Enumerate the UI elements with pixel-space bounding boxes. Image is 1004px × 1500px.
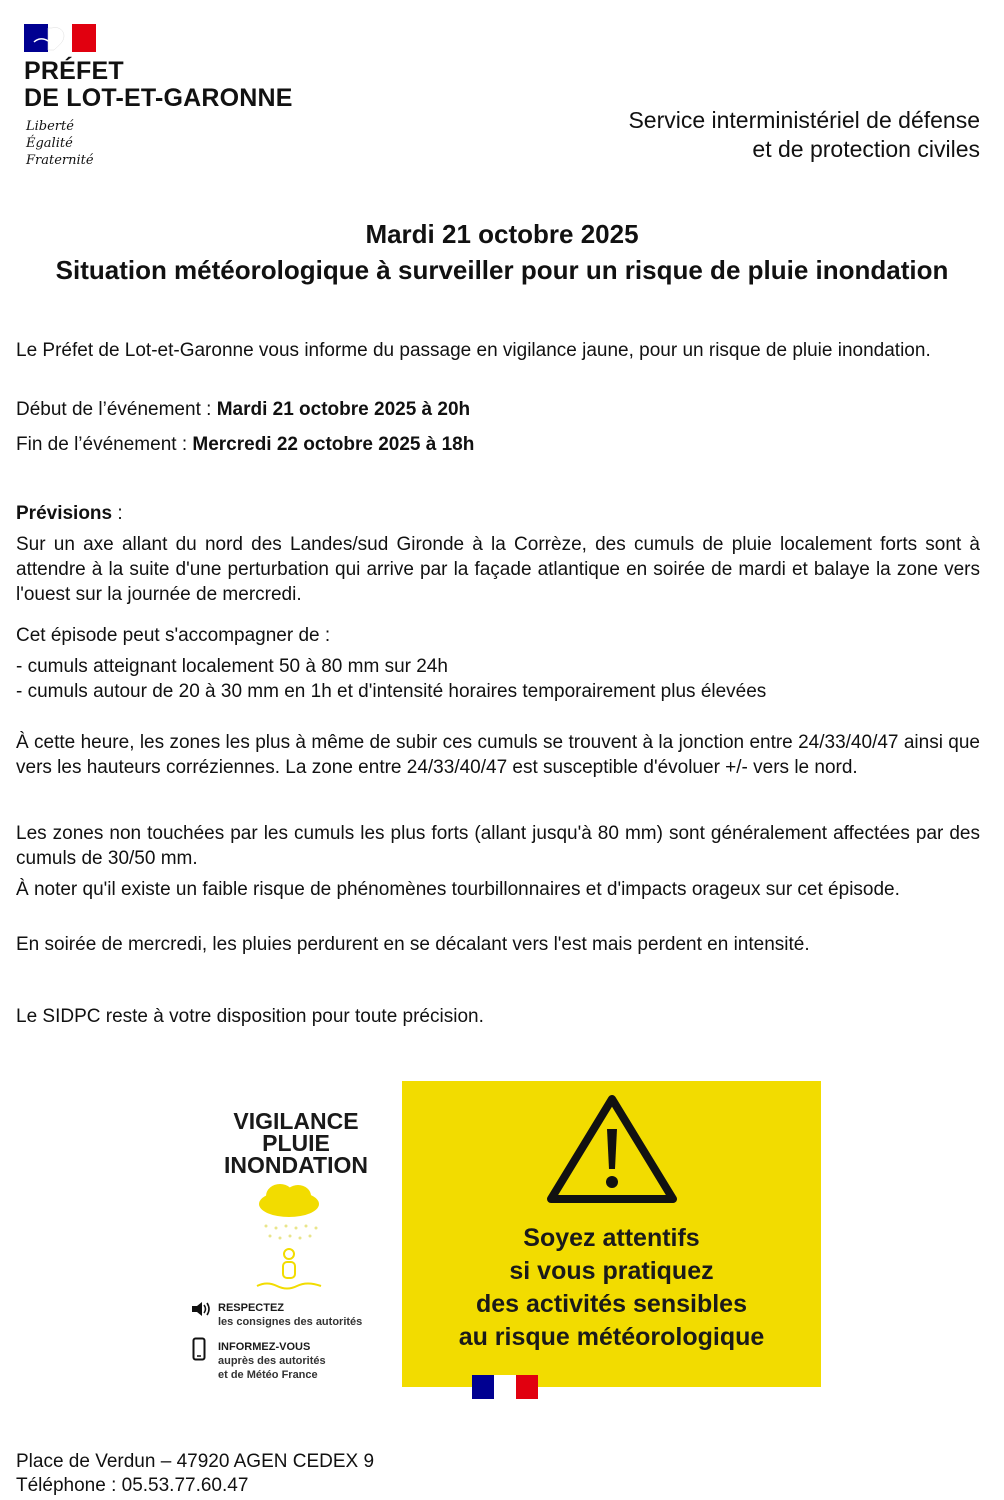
rain-cloud-person-icon (252, 1182, 326, 1292)
informez-sub1: auprès des autorités (218, 1355, 326, 1367)
previsions-suffix: : (112, 503, 123, 524)
message-line4: au risque météorologique (458, 1323, 765, 1351)
intro-paragraph: Le Préfet de Lot-et-Garonne vous informe du passage en vigilance jaune, pour un risque de pluie inondation. (16, 340, 931, 361)
vigilance-title (196, 1110, 396, 1176)
previsions-label: Prévisions (16, 503, 113, 524)
informez-sub2: et de Météo France (218, 1369, 318, 1381)
sidpc-paragraph: Le SIDPC reste à votre disposition pour toute précision. (16, 1006, 484, 1027)
vigilance-message (402, 1222, 821, 1354)
respectez-block (218, 1302, 362, 1329)
footer-phone: Téléphone : 05.53.77.60.47 (16, 1475, 249, 1496)
phone-icon (192, 1337, 206, 1361)
prefet-line1: PRÉFET (24, 57, 124, 85)
service-name (628, 106, 980, 164)
debut-label: Début de l’événement : (16, 399, 217, 420)
bullet-cumuls-24h: - cumuls atteignant localement 50 à 80 mm sur 24h (16, 656, 448, 677)
faible-risque-paragraph: À noter qu'il existe un faible risque de phénomènes tourbillonnaires et d'impacts orageux sur cet épisode. (16, 879, 900, 900)
title-date: Mardi 21 octobre 2025 (365, 219, 639, 249)
respectez-title: RESPECTEZ (218, 1302, 285, 1314)
message-line2: si vous pratiquez (509, 1257, 714, 1285)
episode-intro: Cet épisode peut s'accompagner de : (16, 625, 331, 646)
prefecture-name (24, 58, 293, 112)
page-title (0, 216, 1004, 288)
fin-label: Fin de l’événement : (16, 434, 193, 455)
fin-value: Mercredi 22 octobre 2025 à 18h (192, 434, 475, 455)
devise (26, 118, 94, 169)
previsions-heading (16, 501, 980, 526)
speaker-icon (190, 1300, 212, 1318)
service-line1: Service interministériel de défense (628, 107, 980, 133)
warning-triangle-icon (545, 1093, 679, 1205)
footer (16, 1450, 374, 1498)
previsions-paragraph: Sur un axe allant du nord des Landes/sud Gironde à la Corrèze, des cumuls de pluie localement forts sont à attendre à la suite d'une perturbation qui arrive par la façade atlantique en soirée de mardi et balaye la zone vers l'ouest sur la journée de mercredi. (16, 534, 980, 605)
vigilance-line1: VIGILANCE (233, 1108, 359, 1134)
devise-liberte: Liberté (26, 119, 74, 134)
vigilance-line3: INONDATION (224, 1152, 368, 1178)
zones-paragraph: À cette heure, les zones les plus à même de subir ces cumuls se trouvent à la jonction entre 24/33/40/47 ainsi que vers les hauteurs corréziennes. La zone entre 24/33/40/47 est susceptible d'évoluer +/- vers le nord. (16, 732, 980, 778)
devise-egalite: Égalité (26, 136, 73, 151)
bullet-cumuls-1h: - cumuls autour de 20 à 30 mm en 1h et d'intensité horaires temporairement plus élevées (16, 681, 767, 702)
message-line3: des activités sensibles (476, 1290, 747, 1318)
informez-title: INFORMEZ-VOUS (218, 1341, 311, 1353)
title-subject: Situation météorologique à surveiller pour un risque de pluie inondation (55, 255, 949, 285)
informez-block (218, 1341, 326, 1382)
service-line2: et de protection civiles (752, 136, 980, 162)
footer-address: Place de Verdun – 47920 AGEN CEDEX 9 (16, 1451, 375, 1472)
prefet-line2: DE LOT-ET-GARONNE (24, 84, 293, 112)
marianne-flag-logo (24, 24, 96, 52)
devise-fraternite: Fraternité (26, 153, 94, 168)
soiree-paragraph: En soirée de mercredi, les pluies perdurent en se décalant vers l'est mais perdent en intensité. (16, 934, 810, 955)
marianne-flag-small-logo (472, 1375, 538, 1399)
vigilance-line2: PLUIE (262, 1130, 330, 1156)
panel-arrow-notch (402, 1120, 438, 1164)
respectez-sub: les consignes des autorités (218, 1316, 363, 1328)
fin-line (16, 432, 980, 457)
non-touchees-paragraph: Les zones non touchées par les cumuls les plus forts (allant jusqu'à 80 mm) sont généralement affectées par des cumuls de 30/50 mm. (16, 823, 980, 869)
debut-value: Mardi 21 octobre 2025 à 20h (216, 399, 471, 420)
message-line1: Soyez attentifs (523, 1224, 700, 1252)
debut-line (16, 397, 980, 422)
